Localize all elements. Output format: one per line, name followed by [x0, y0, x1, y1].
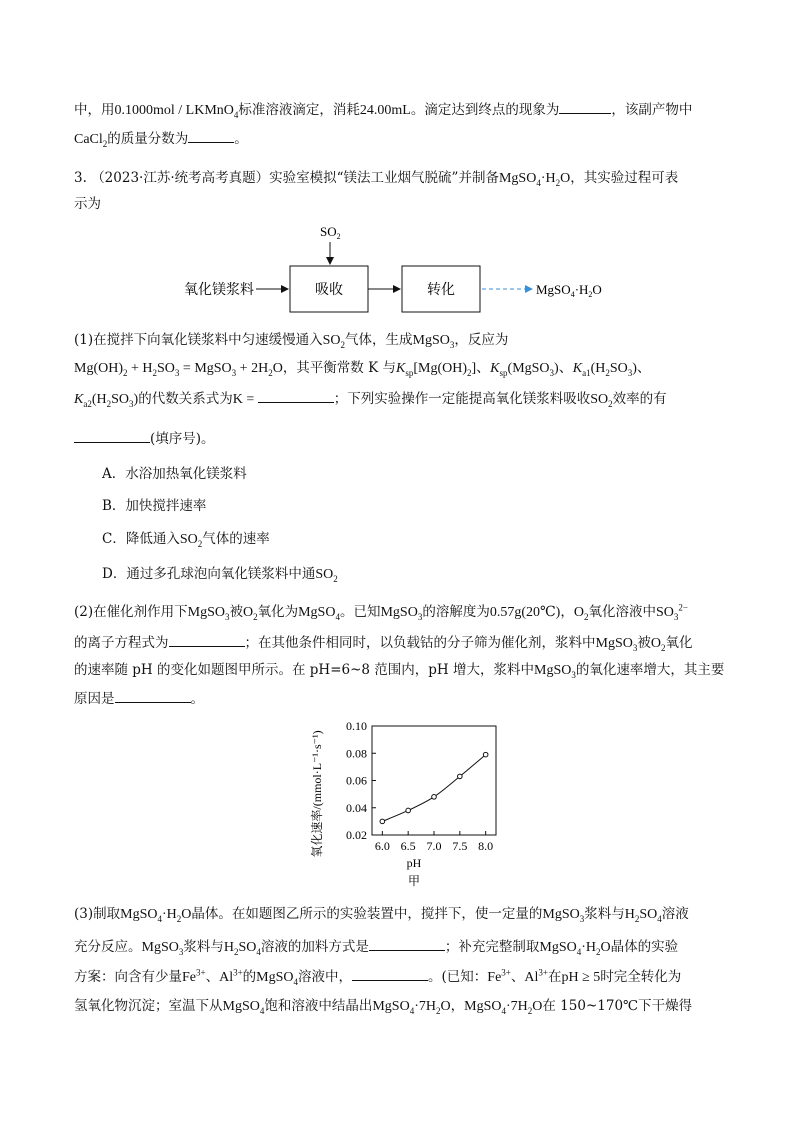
absorb-box-label: 吸收 — [315, 283, 343, 298]
prev-line-1: 中，用0.1000mol / LKMnO$_4$标准溶液滴定，消耗24.00mL。滴定达到终点的现象为 ，该副产物中 — [74, 99, 692, 121]
chart-ytick-label: 0.10 — [346, 719, 367, 733]
part1-line-4: (填序号)。 — [74, 428, 215, 449]
process-flow-diagram — [170, 218, 640, 318]
reaction-equation: $Mg(OH)_2 + H_2SO_3$ = MgSO$_3$ + $2H_2O$ — [74, 361, 283, 378]
chart-ytick-label: 0.08 — [346, 746, 367, 761]
chart-ytick-label: 0.04 — [346, 800, 367, 815]
answer-blank-feeding-method[interactable] — [369, 936, 445, 951]
so2-label: $SO_2$ — [320, 224, 341, 241]
option-a: A．水浴加热氧化镁浆料 — [102, 466, 247, 482]
mgso4-h2o-formula: $MgSO_4\cdot H_2O$ — [498, 171, 571, 188]
part3-line-2: 充分反应。MgSO$_3$浆料与$H_2SO_4$溶液的加料方式是 ；补充完整制取$MgSO_4\cdot H_2O$晶体的实验 — [74, 936, 678, 958]
question-number: 3. — [74, 170, 87, 186]
oxidation-rate-chart — [300, 708, 520, 893]
chart-series-line — [382, 755, 485, 822]
chart-xtick-label: 6.0 — [374, 839, 390, 853]
answer-blank-options[interactable] — [74, 428, 150, 443]
option-c: C．降低通入$SO_2$气体的速率 — [102, 531, 270, 549]
chart-data-point — [406, 808, 411, 813]
part2-line-2: 的离子方程式为 ；在其他条件相同时，以负载钴的分子筛为催化剂，浆料中MgSO$_3$被$O_2$氧化 — [74, 632, 692, 654]
part2-line-1: (2)在催化剂作用下MgSO$_3$被$O_2$氧化为MgSO$_4$。已知MgSO$_3$的溶解度为0.57g(20℃)，$O_2$氧化溶液中$SO_3^{2-}$ — [74, 602, 688, 622]
chart-data-point — [380, 819, 385, 824]
chart-data-point — [483, 752, 488, 757]
product-label: $MgSO_4\cdot H_2O$ — [536, 282, 602, 299]
answer-blank-reason[interactable] — [115, 688, 191, 703]
chart-xtick-label: 7.0 — [426, 839, 442, 853]
chart-ytick-label: 0.02 — [346, 828, 367, 842]
chart-title: 甲 — [407, 874, 421, 888]
question-3-stem-line-2: 示为 — [74, 196, 101, 212]
part1-line-1: (1)在搅拌下向氧化镁浆料中匀速缓慢通入$SO_2$气体，生成MgSO$_3$，反应为 — [74, 332, 509, 350]
chart-data-point — [458, 774, 463, 779]
part1-line-2: $Mg(OH)_2 + H_2SO_3$ = MgSO$_3$ + $2H_2O$，其平衡常数 K 与$K_{sp}[Mg(OH)_2]$、$K_{sp}(MgSO_3)$、$K_{a1}(H_2SO_3)$、 — [74, 360, 651, 378]
part3-line-4: 氢氧化物沉淀；室温下从MgSO$_4$饱和溶液中结晶出$MgSO_4\cdot 7H_2O$，$MgSO_4\cdot 7H_2O$在 150~170℃下干燥得 — [74, 998, 693, 1016]
part1-line-3: $K_{a2}(H_2SO_3)$的代数关系式为K = ；下列实验操作一定能提高氧化镁浆料吸收$SO_2$效率的有 — [74, 388, 667, 410]
answer-blank-ionic-equation[interactable] — [169, 632, 245, 647]
ksp-list: $K_{sp}[Mg(OH)_2]$、$K_{sp}(MgSO_3)$、$K_{a1}(H_2SO_3)$、 — [395, 361, 651, 378]
feed-label: 氧化镁浆料 — [184, 283, 254, 298]
chart-ytick-label: 0.06 — [346, 773, 367, 788]
answer-blank-mass-fraction[interactable] — [188, 128, 234, 143]
question-source: （2023·江苏·统考高考真题） — [91, 170, 270, 186]
chart-xlabel: pH — [406, 856, 422, 870]
chart-plot-frame — [372, 726, 496, 835]
answer-blank-endpoint[interactable] — [559, 99, 611, 114]
question-3-stem-line-1: 3. （2023·江苏·统考高考真题）实验室模拟“镁法工业烟气脱硫”并制备$MgSO_4\cdot H_2O$，其实验过程可表 — [74, 170, 679, 188]
part3-line-3: 方案：向含有少量$Fe^{3+}$、$Al^{3+}$的MgSO$_4$溶液中， 。(已知：$Fe^{3+}$、$Al^{3+}$在pH ≥ 5时完全转化为 — [74, 967, 682, 987]
convert-box-label: 转化 — [427, 283, 455, 298]
part2-line-3: 的速率随 pH 的变化如题图甲所示。在 pH=6~8 范围内，pH 增大，浆料中MgSO$_3$的氧化速率增大，其主要 — [74, 662, 725, 680]
chart-xtick-label: 6.5 — [400, 839, 416, 853]
chart-ylabel: 氧化速率/(mmol·L⁻¹·s⁻¹) — [310, 730, 324, 858]
answer-blank-k-expression[interactable] — [258, 388, 334, 403]
kmno4-concentration: 0.1000mol / LKMnO$_4$ — [114, 103, 239, 120]
chart-xtick-label: 7.5 — [452, 839, 468, 853]
part3-line-1: (3)制取$MgSO_4\cdot H_2O$晶体。在如题图乙所示的实验装置中，搅拌下，使一定量的MgSO$_3$浆料与$H_2SO_4$溶液 — [74, 906, 689, 924]
prev-line-2: CaCl$_2$的质量分数为 。 — [74, 128, 248, 150]
option-b: B．加快搅拌速率 — [102, 498, 207, 514]
part2-line-4: 原因是 。 — [74, 688, 204, 709]
option-d: D．通过多孔球泡向氧化镁浆料中通$SO_2$ — [102, 566, 338, 584]
answer-blank-procedure[interactable] — [352, 966, 428, 981]
cacl2-formula: CaCl$_2$ — [74, 132, 108, 149]
chart-data-point — [432, 795, 437, 800]
chart-xtick-label: 8.0 — [478, 839, 494, 853]
